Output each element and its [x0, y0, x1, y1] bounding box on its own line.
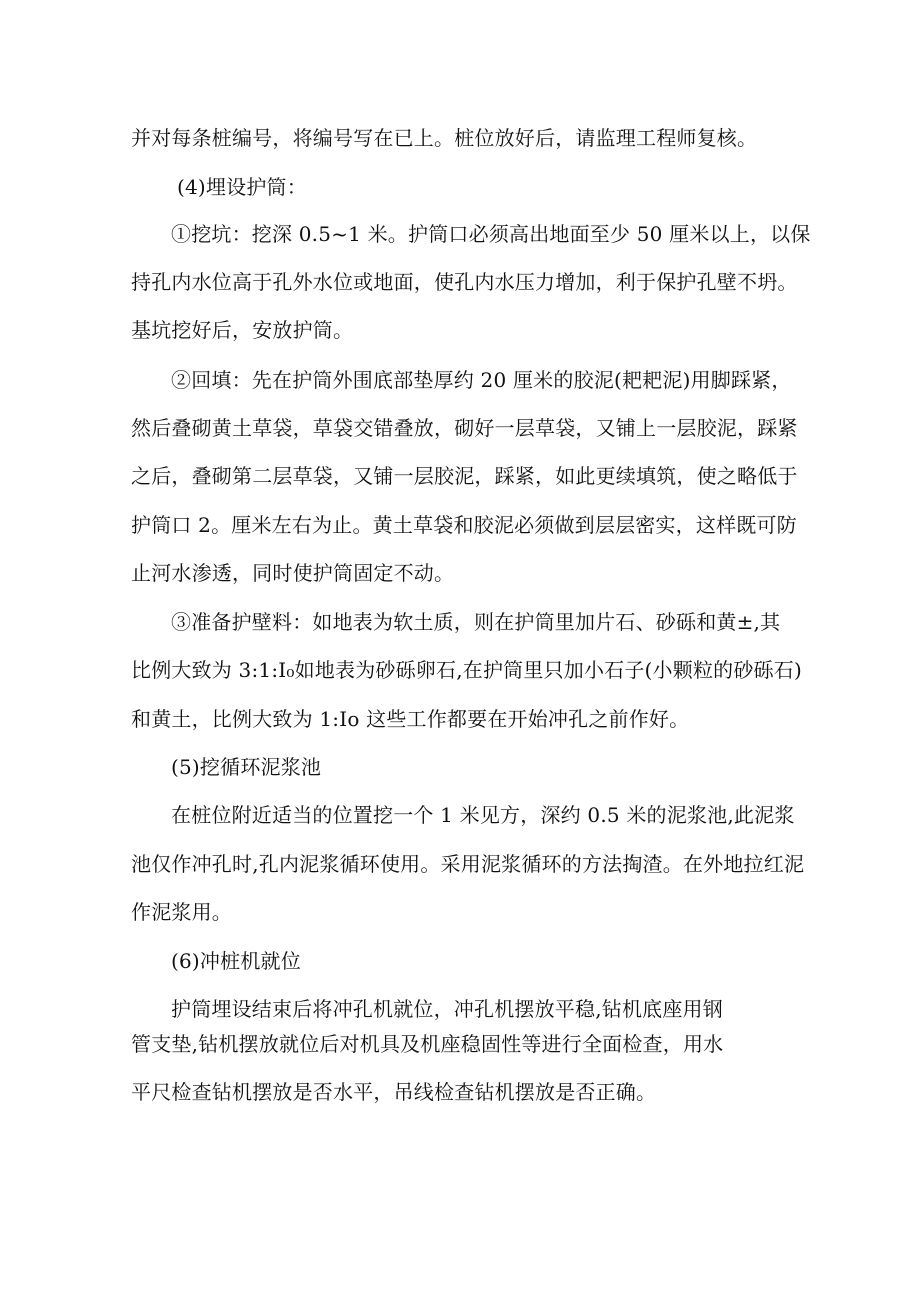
- text-line: ②回填：先在护筒外围底部垫厚约 20 厘米的胶泥(耙耙泥)用脚踩紧，: [171, 368, 792, 392]
- text-line: 护筒口 2。厘米左右为止。黄土草袋和胶泥必须做到层层密实，这样既可防: [131, 513, 797, 537]
- text-line: 平尺检查钻机摆放是否水平，吊线检查钻机摆放是否正确。: [131, 1080, 657, 1104]
- section-heading: (6)冲桩机就位: [171, 949, 301, 973]
- text-line: 在桩位附近适当的位置挖一个 1 米见方，深约 0.5 米的泥浆池,此泥浆: [171, 803, 795, 827]
- text-line: 持孔内水位高于孔外水位或地面，使孔内水压力增加，利于保护孔壁不坍。: [131, 270, 798, 294]
- text-line: ①挖坑：挖深 0.5~1 米。护筒口必须高出地面至少 50 厘米以上，以保: [171, 222, 811, 246]
- section-heading: (4)埋设护筒：: [177, 175, 307, 199]
- text-line: 管支垫,钻机摆放就位后对机具及机座稳固性等进行全面检查，用水: [131, 1032, 724, 1056]
- text-line: 基坑挖好后，安放护筒。: [131, 318, 354, 342]
- text-line: 止河水渗透，同时使护筒固定不动。: [131, 561, 455, 585]
- text-line: 护筒埋设结束后将冲孔机就位，冲孔机摆放平稳,钻机底座用钢: [171, 997, 723, 1021]
- text-line: 池仅作冲孔时,孔内泥浆循环使用。采用泥浆循环的方法掏渣。在外地拉红泥: [131, 852, 805, 876]
- section-heading: (5)挖循环泥浆池: [171, 755, 322, 779]
- text-line: ③准备护壁料：如地表为软土质，则在护筒里加片石、砂砾和黄±,其: [171, 610, 781, 634]
- text-line: 然后叠砌黄土草袋，草袋交错叠放，砌好一层草袋，又铺上一层胶泥，踩紧: [131, 416, 798, 440]
- text-line: 并对每条桩编号，将编号写在已上。桩位放好后，请监理工程师复核。: [131, 126, 758, 150]
- text-line: 比例大致为 3:1:I₀如地表为砂砾卵石,在护筒里只加小石子(小颗粒的砂砾石): [131, 658, 802, 682]
- text-line: 和黄土，比例大致为 1:Io 这些工作都要在开始冲孔之前作好。: [131, 707, 690, 731]
- text-line: 作泥浆用。: [131, 900, 232, 924]
- text-line: 之后，叠砌第二层草袋，又铺一层胶泥，踩紧，如此更续填筑，使之略低于: [131, 464, 798, 488]
